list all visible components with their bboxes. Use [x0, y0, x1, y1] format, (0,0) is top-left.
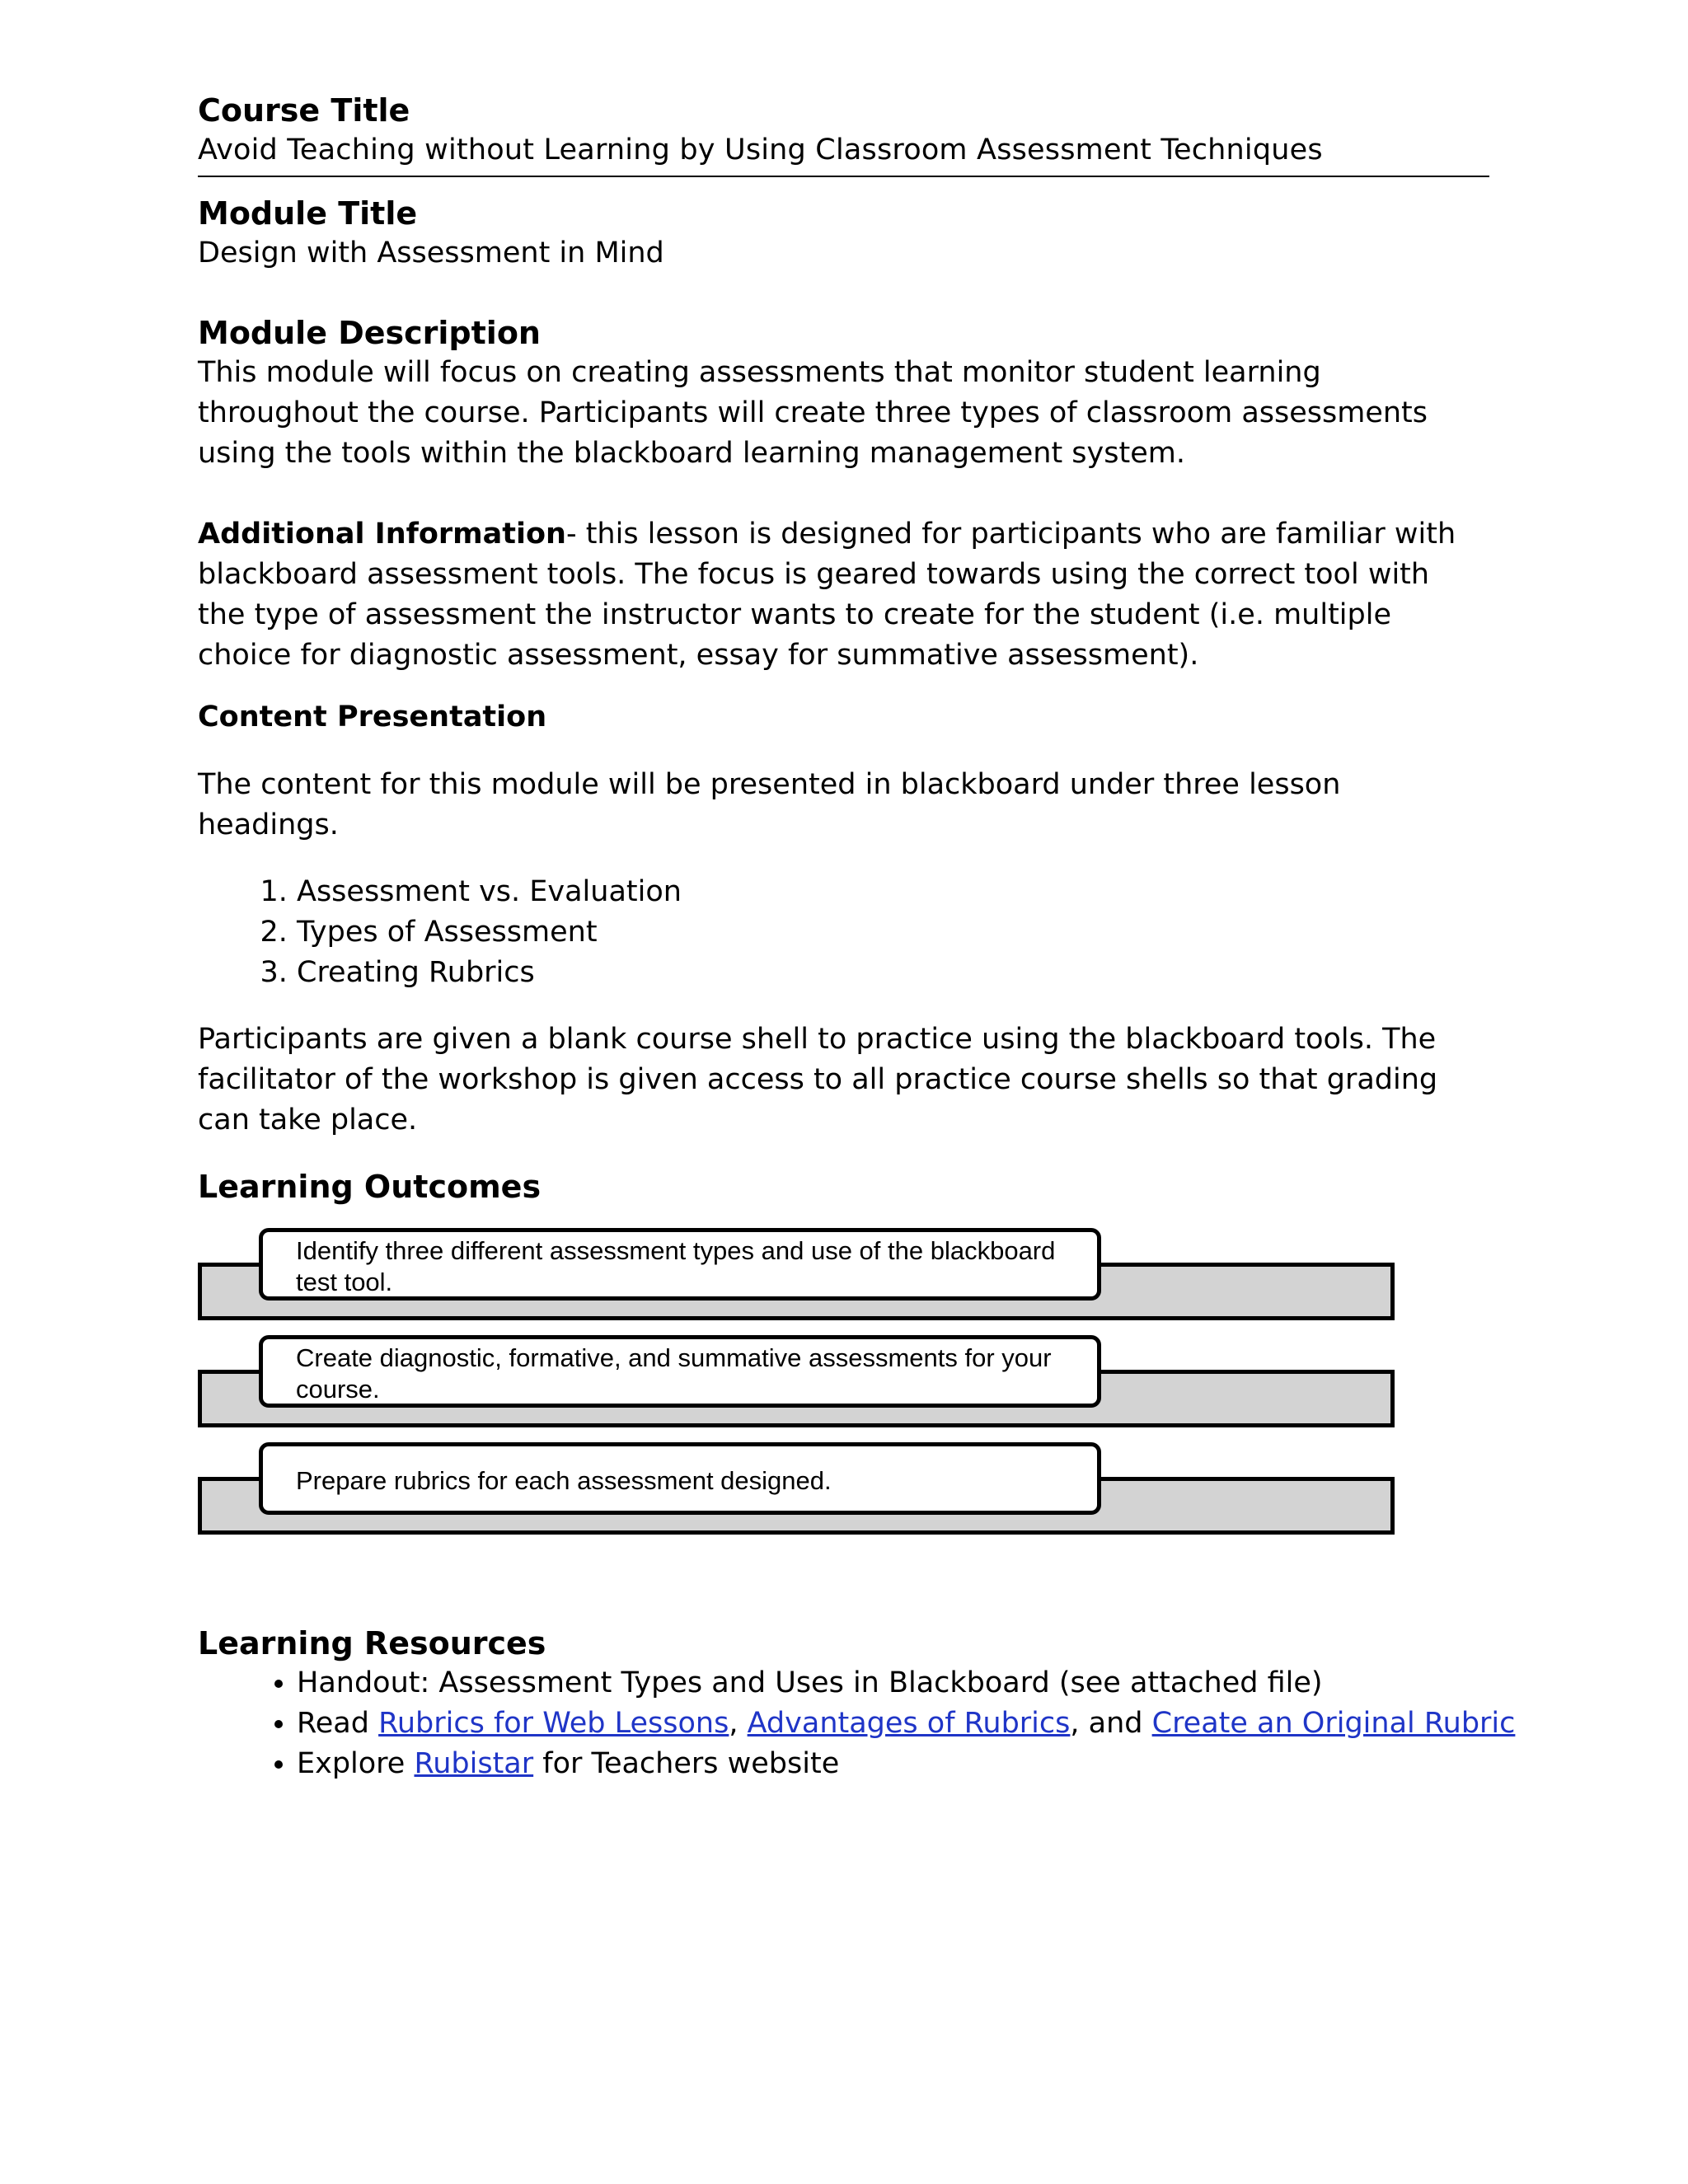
module-title-section: [198, 194, 1484, 274]
learning-outcomes-graphic: [198, 1228, 1401, 1549]
outcome-text: Prepare rubrics for each assessment designed.: [296, 1466, 832, 1495]
resource-item: [297, 1704, 1517, 1744]
learning-outcomes-label: Learning Outcomes: [198, 1169, 542, 1205]
course-title-section: [198, 91, 1489, 177]
resource-item: [297, 1744, 1517, 1784]
lesson-list: [198, 872, 1484, 993]
course-title-value: Avoid Teaching without Learning by Using Classroom Assessment Techniques: [198, 134, 1323, 166]
outcome-item: [198, 1335, 1401, 1434]
resource-item-text: Handout: Assessment Types and Uses in Blackboard (see attached file): [297, 1666, 1323, 1699]
learning-resources-section: [198, 1624, 1517, 1784]
lesson-item: 2. Types of Assessment: [297, 912, 1484, 953]
additional-information-label: Additional Information: [198, 518, 566, 551]
additional-information-text: - this lesson is designed for participants who are familiar with blackboard assessment tools. The focus is geared towards using the correct tool with the type of assessment the instructor wants to create for the student (i.e. multiple choice for diagnostic assessment, essay for summative assessment).: [198, 518, 1456, 672]
outcome-card: [259, 1228, 1101, 1301]
course-title-label: Course Title: [198, 92, 410, 129]
resource-separator: , and: [1070, 1707, 1152, 1740]
lesson-item: 1. Assessment vs. Evaluation: [297, 872, 1484, 912]
resource-item-text: for Teachers website: [533, 1747, 840, 1780]
content-closing: Participants are given a blank course shell to practice using the blackboard tools. The facilitator of the workshop is given access to all practice course shells so that grading can take place.: [198, 1023, 1438, 1137]
outcome-item: [198, 1442, 1401, 1541]
module-description-section: [198, 313, 1484, 474]
create-an-original-rubric-link[interactable]: Create an Original Rubric: [1151, 1707, 1516, 1740]
lesson-item: 3. Creating Rubrics: [297, 953, 1484, 993]
module-description-text: This module will focus on creating assessments that monitor student learning throughout the course. Participants will create three types of classroom assessments using the tools within the blackboard learning management system.: [198, 356, 1428, 470]
outcome-card: [259, 1442, 1101, 1515]
outcome-text: Identify three different assessment types and use of the blackboard test tool.: [296, 1236, 1056, 1296]
outcome-text: Create diagnostic, formative, and summative assessments for your course.: [296, 1343, 1052, 1404]
advantages-of-rubrics-link[interactable]: Advantages of Rubrics: [747, 1707, 1071, 1740]
rubistar-link[interactable]: Rubistar: [414, 1747, 534, 1780]
outcome-card: [259, 1335, 1101, 1408]
module-title-label: Module Title: [198, 195, 418, 232]
document-page: [198, 91, 1484, 1207]
resource-list: [198, 1663, 1517, 1784]
module-title-value: Design with Assessment in Mind: [198, 237, 664, 269]
learning-resources-label: Learning Resources: [198, 1625, 546, 1661]
outcome-item: [198, 1228, 1401, 1327]
module-description-label: Module Description: [198, 315, 541, 351]
resource-item-text: Explore: [297, 1747, 415, 1780]
resource-item: [297, 1663, 1517, 1704]
additional-information: [198, 514, 1484, 676]
content-intro: The content for this module will be presented in blackboard under three lesson headings.: [198, 768, 1341, 841]
resource-item-text: Read: [297, 1707, 379, 1740]
content-presentation-label: Content Presentation: [198, 701, 547, 733]
rubrics-for-web-lessons-link[interactable]: Rubrics for Web Lessons: [378, 1707, 729, 1740]
resource-separator: ,: [729, 1707, 748, 1740]
